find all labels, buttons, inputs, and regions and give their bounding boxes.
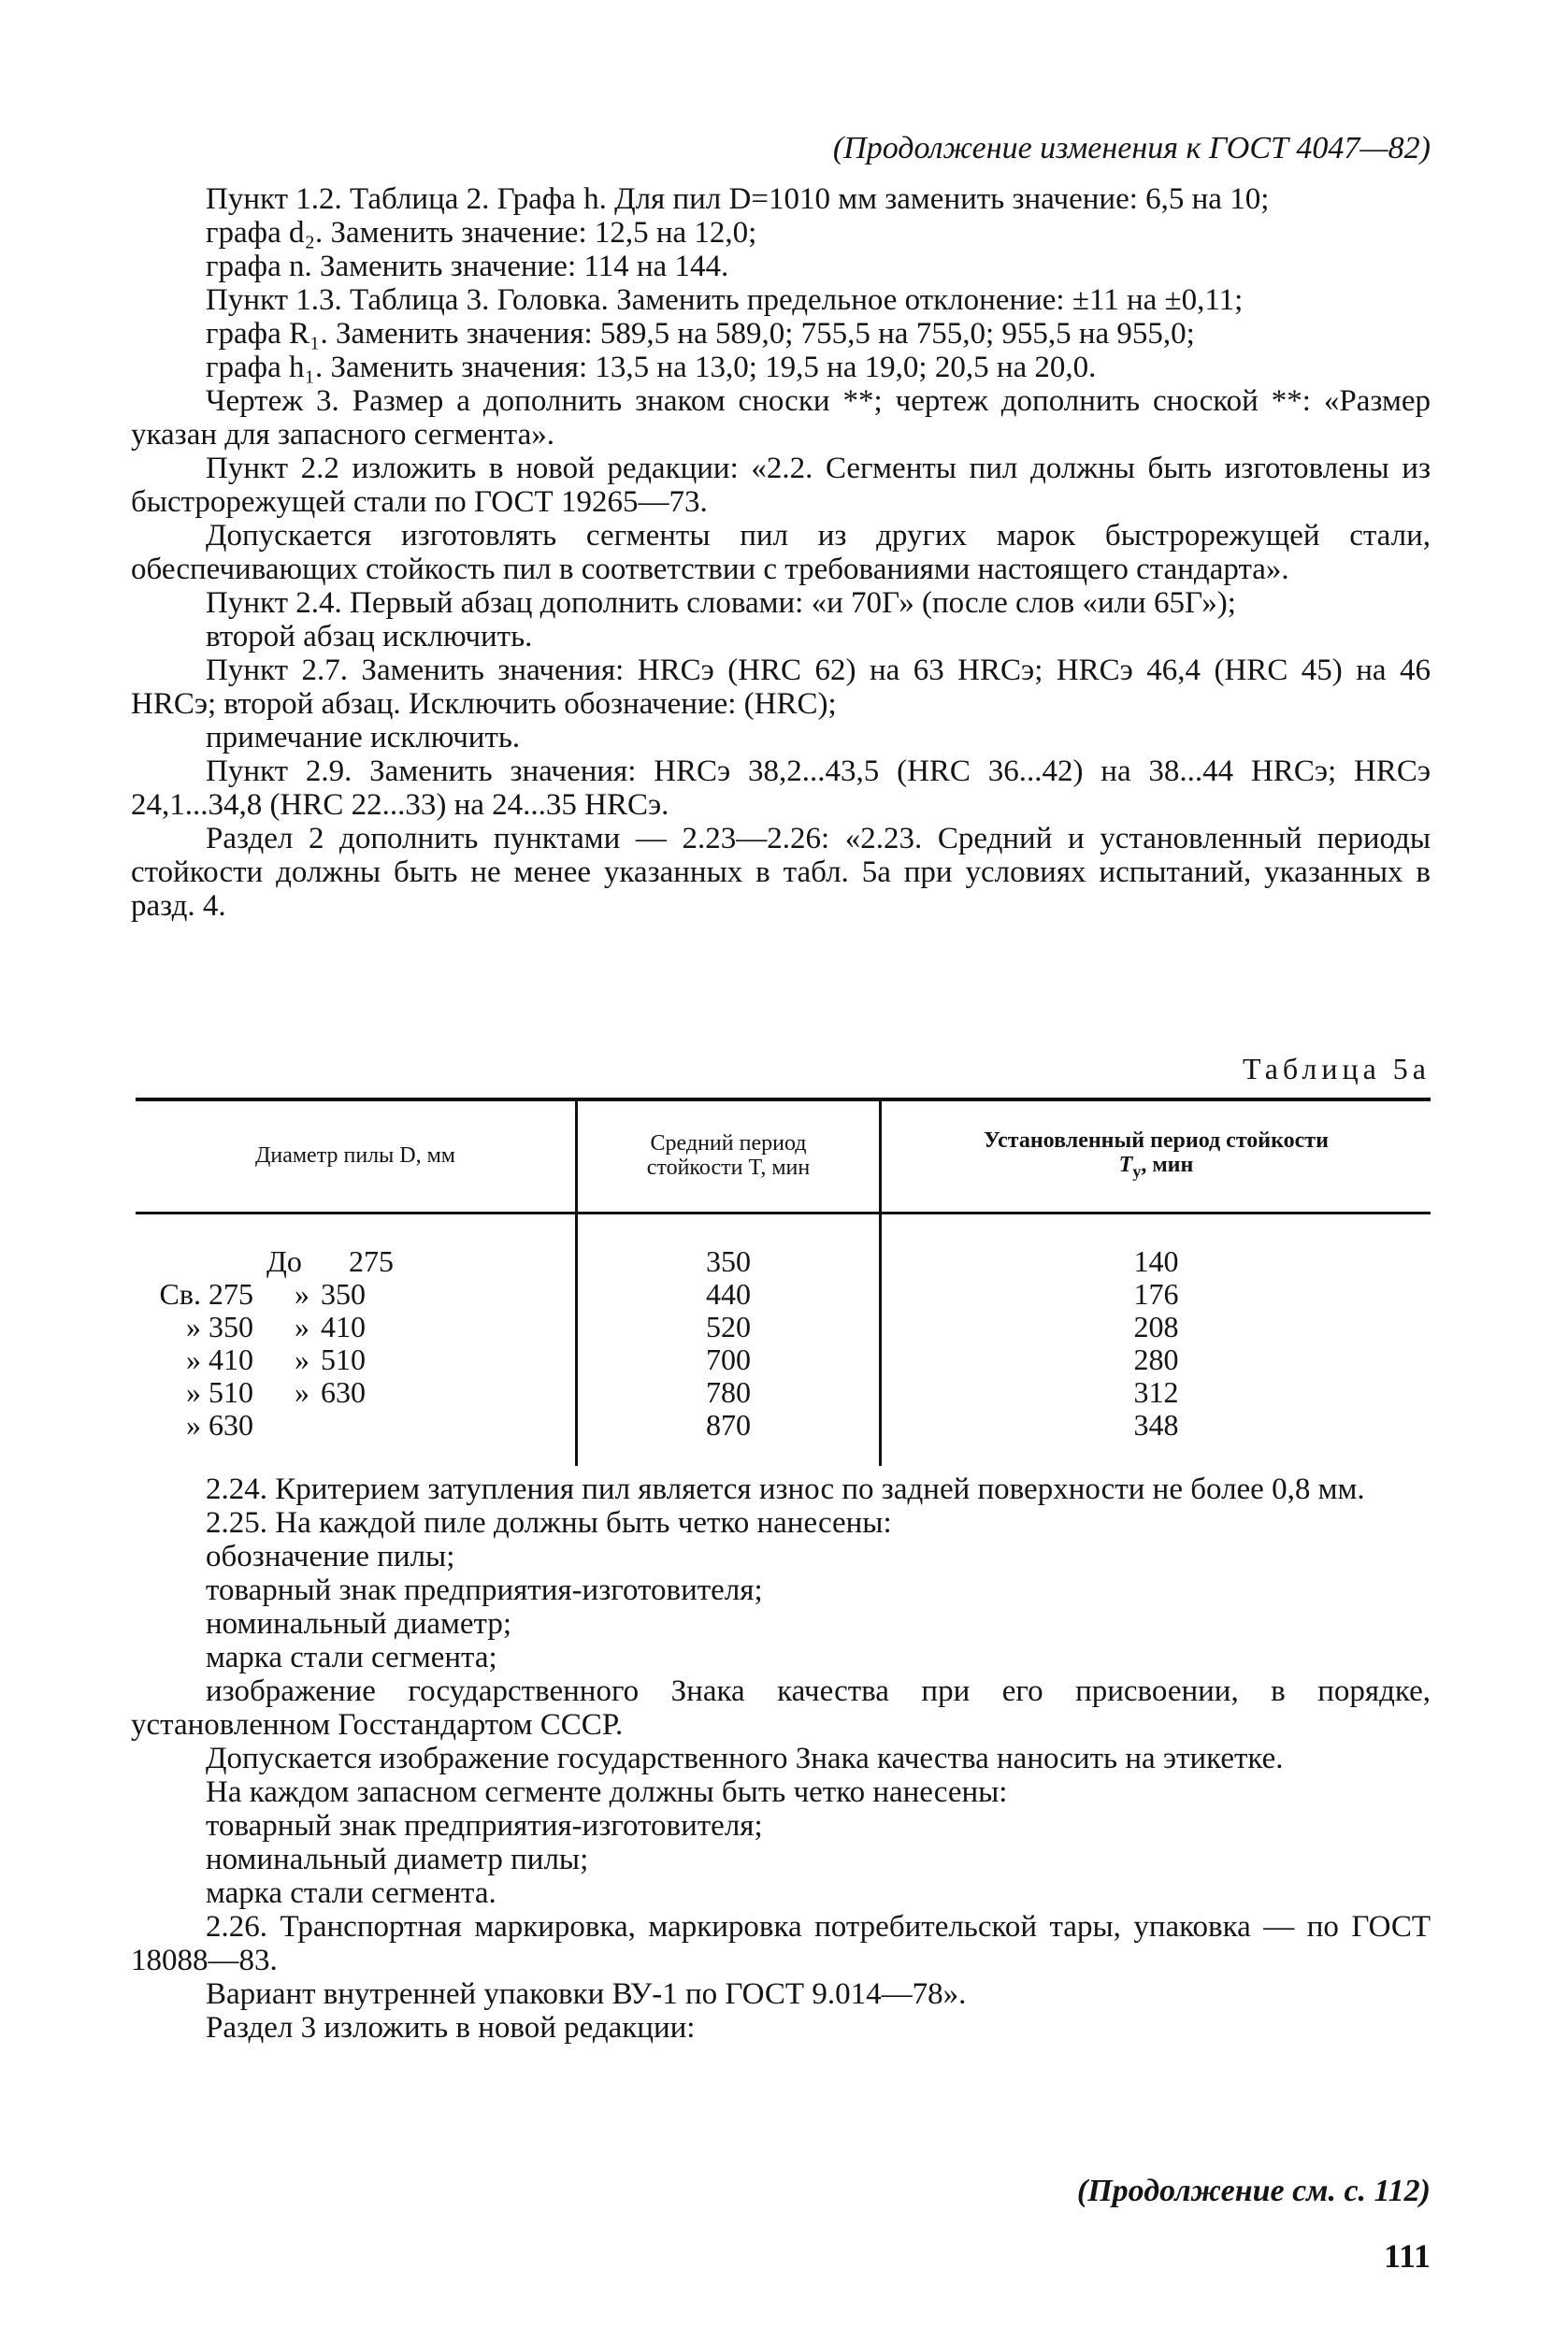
paragraph: товарный знак предприятия-изготовителя; [206, 1809, 763, 1843]
table-cell: 700 [706, 1343, 751, 1376]
table-cell: 870 [706, 1408, 751, 1442]
header-set-period-line1: Установленный период стойкости [984, 1127, 1329, 1153]
paragraph: Вариант внутренней упаковки ВУ-1 по ГОСТ 9.014—78». [206, 1977, 967, 2011]
paragraph: 2.26. Транспортная маркировка, маркировка потребительской тары, упаковка — по ГОСТ 18088—83. [131, 1910, 1431, 1977]
paragraph: обозначение пилы; [206, 1540, 455, 1573]
header-set-period [882, 1098, 1431, 1214]
paragraph: Раздел 2 дополнить пунктами — 2.23—2.26: «2.23. Средний и установленный периоды стойкости должны быть не менее указанных в табл. 5а при условиях испытаний, указанных в разд. 4. [131, 822, 1431, 923]
header-set-period-line2: $T_у$, мин [1118, 1152, 1194, 1181]
text-block-bottom [131, 1472, 1431, 2045]
paragraph: Пункт 2.9. Заменить значения: HRCэ 38,2...43,5 (HRC 36...42) на 38...44 HRCэ; HRCэ 24,1...34,8 (HRC 22...33) на 24...35 HRCэ. [131, 754, 1431, 822]
page-header: (Продолжение изменения к ГОСТ 4047—82) [832, 131, 1431, 165]
table-row: » 350 » 410 [186, 1310, 366, 1343]
paragraph: 2.24. Критерием затупления пил является износ по задней поверхности не более 0,8 мм. [206, 1472, 1365, 1506]
table-cell: 208 [1133, 1310, 1179, 1343]
paragraph: Чертеж 3. Размер a дополнить знаком сноски **; чертеж дополнить сноской **: «Размер указан для запасного сегмента». [131, 384, 1431, 452]
paragraph: графа h₁. Заменить значения: 13,5 на 13,0; 19,5 на 19,0; 20,5 на 20,0. [206, 351, 1097, 384]
table-cell: 280 [1133, 1343, 1179, 1376]
paragraph: графа R₁. Заменить значения: 589,5 на 589,0; 755,5 на 755,0; 955,5 на 955,0; [206, 317, 1195, 351]
paragraph: Пункт 1.2. Таблица 2. Графа h. Для пил D=1010 мм заменить значение: 6,5 на 10; [206, 182, 1270, 216]
table-title: Таблица 5а [1242, 1052, 1431, 1085]
table-cell: 520 [706, 1310, 751, 1343]
table-row: Св. 275 » 350 [159, 1277, 366, 1311]
table-cell: 176 [1133, 1277, 1179, 1311]
text-block-top [131, 182, 1431, 923]
table-5a [136, 1098, 1431, 1466]
paragraph: Пункт 2.4. Первый абзац дополнить словами: «и 70Г» (после слов «или 65Г»); [206, 586, 1236, 620]
paragraph: марка стали сегмента; [206, 1641, 497, 1674]
header-mean-period-line2: стойкости T, мин [646, 1156, 811, 1180]
table-row: » 630 [186, 1408, 253, 1442]
paragraph: графа n. Заменить значение: 114 на 144. [206, 250, 729, 283]
header-mean-period [578, 1098, 879, 1214]
header-diameter: Диаметр пилы D, мм [255, 1143, 455, 1168]
table-cell: 780 [706, 1375, 751, 1409]
set-period-column [882, 1245, 1431, 1442]
paragraph: Раздел 3 изложить в новой редакции: [206, 2011, 696, 2045]
paragraph: Допускается изготовлять сегменты пил из других марок быстрорежущей стали, обеспечивающих стойкость пил в соответствии с требованиями настоящего стандарта». [131, 519, 1431, 586]
page-number: 111 [1383, 2237, 1431, 2275]
paragraph: Пункт 2.2 изложить в новой редакции: «2.2. Сегменты пил должны быть изготовлены из быстрорежущей стали по ГОСТ 19265—73. [131, 452, 1431, 519]
table-row: » 410 » 510 [186, 1343, 366, 1376]
paragraph: второй абзац исключить. [206, 620, 533, 653]
paragraph: графа d₂. Заменить значение: 12,5 на 12,0; [206, 216, 757, 250]
paragraph: номинальный диаметр; [206, 1607, 512, 1641]
paragraph: марка стали сегмента. [206, 1876, 496, 1910]
table-row: До 275 [266, 1244, 394, 1278]
paragraph: изображение государственного Знака качества при его присвоении, в порядке, установленном Госстандартом СССР. [131, 1674, 1431, 1742]
paragraph: Допускается изображение государственного Знака качества наносить на этикетке. [206, 1742, 1284, 1775]
table-cell: 350 [706, 1244, 751, 1278]
table-cell: 348 [1133, 1408, 1179, 1442]
paragraph: товарный знак предприятия-изготовителя; [206, 1573, 763, 1607]
paragraph: Пункт 2.7. Заменить значения: HRCэ (HRC 62) на 63 HRCэ; HRCэ 46,4 (HRC 45) на 46 HRCэ; второй абзац. Исключить обозначение: (HRC); [131, 653, 1431, 721]
continuation-note: (Продолжение см. с. 112) [1076, 2174, 1431, 2208]
table-cell: 140 [1133, 1244, 1179, 1278]
paragraph: 2.25. На каждой пиле должны быть четко нанесены: [206, 1506, 892, 1540]
paragraph: На каждом запасном сегменте должны быть четко нанесены: [206, 1775, 1008, 1809]
table-row: » 510 » 630 [186, 1375, 366, 1409]
table-cell: 312 [1133, 1375, 1179, 1409]
paragraph: примечание исключить. [206, 721, 521, 754]
paragraph: номинальный диаметр пилы; [206, 1843, 589, 1876]
header-mean-period-line1: Средний период [650, 1131, 807, 1156]
mean-period-column [578, 1245, 879, 1442]
paragraph: Пункт 1.3. Таблица 3. Головка. Заменить предельное отклонение: ±11 на ±0,11; [206, 283, 1244, 317]
diameter-column [136, 1245, 575, 1442]
table-cell: 440 [706, 1277, 751, 1311]
